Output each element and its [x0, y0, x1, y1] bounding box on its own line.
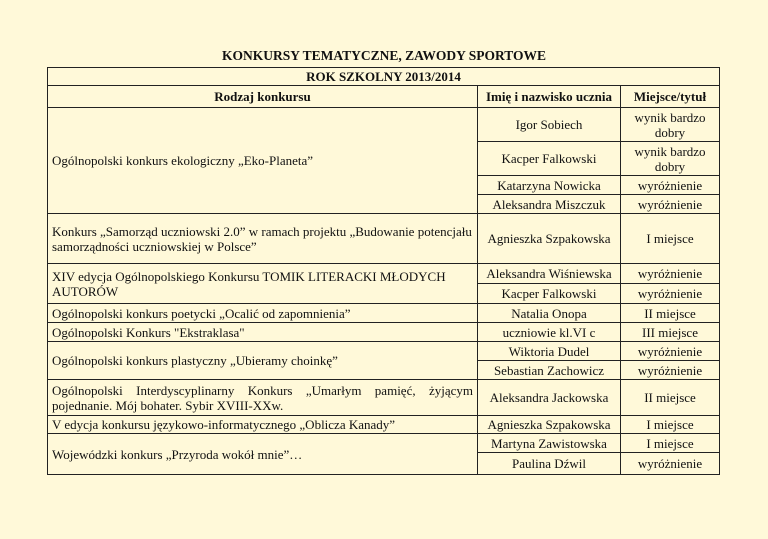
- table-row: [48, 380, 720, 416]
- place-title: wynik bardzo dobry: [621, 142, 720, 176]
- place-title: II miejsce: [621, 380, 720, 416]
- contest-name: Konkurs „Samorząd uczniowski 2.0” w ramach projektu „Budowanie potencjału samorządności uczniowskiej w Polsce”: [48, 214, 478, 264]
- place-title: wyróżnienie: [621, 264, 720, 284]
- table-row: [48, 323, 720, 342]
- header-row: [48, 86, 720, 108]
- student-name: Kacper Falkowski: [478, 284, 621, 304]
- place-title: wyróżnienie: [621, 361, 720, 380]
- place-title: I miejsce: [621, 214, 720, 264]
- year-row: [48, 68, 720, 86]
- contest-name: Ogólnopolski konkurs plastyczny „Ubieramy choinkę”: [48, 342, 478, 380]
- table-row: [48, 108, 720, 142]
- table-row: [48, 214, 720, 264]
- table-row: [48, 434, 720, 453]
- table-row: [48, 342, 720, 361]
- place-title: wyróżnienie: [621, 195, 720, 214]
- contest-name: XIV edycja Ogólnopolskiego Konkursu TOMIK LITERACKI MŁODYCH AUTORÓW: [48, 264, 478, 304]
- student-name: Agnieszka Szpakowska: [478, 416, 621, 434]
- student-name: Aleksandra Wiśniewska: [478, 264, 621, 284]
- student-name: Kacper Falkowski: [478, 142, 621, 176]
- place-title: wyróżnienie: [621, 176, 720, 195]
- student-name: Martyna Zawistowska: [478, 434, 621, 453]
- student-name: Paulina Dźwil: [478, 453, 621, 475]
- place-title: wyróżnienie: [621, 342, 720, 361]
- header-contest: Rodzaj konkursu: [48, 86, 478, 108]
- student-name: Igor Sobiech: [478, 108, 621, 142]
- header-student: Imię i nazwisko ucznia: [478, 86, 621, 108]
- student-name: Natalia Onopa: [478, 304, 621, 323]
- place-title: wyróżnienie: [621, 453, 720, 475]
- student-name: Agnieszka Szpakowska: [478, 214, 621, 264]
- contest-name: Wojewódzki konkurs „Przyroda wokół mnie”…: [48, 434, 478, 475]
- place-title: I miejsce: [621, 416, 720, 434]
- contest-name: Ogólnopolski konkurs poetycki „Ocalić od zapomnienia”: [48, 304, 478, 323]
- contest-name: V edycja konkursu językowo-informatycznego „Oblicza Kanady”: [48, 416, 478, 434]
- place-title: III miejsce: [621, 323, 720, 342]
- student-name: Wiktoria Dudel: [478, 342, 621, 361]
- student-name: Aleksandra Jackowska: [478, 380, 621, 416]
- contest-table: [47, 67, 720, 475]
- place-title: wyróżnienie: [621, 284, 720, 304]
- student-name: Aleksandra Miszczuk: [478, 195, 621, 214]
- contest-name: Ogólnopolski Interdyscyplinarny Konkurs „Umarłym pamięć, żyjącym pojednanie. Mój bohater. Sybir XVIII-XXw.: [48, 380, 478, 416]
- table-row: [48, 304, 720, 323]
- student-name: uczniowie kl.VI c: [478, 323, 621, 342]
- contest-name: Ogólnopolski Konkurs "Ekstraklasa": [48, 323, 478, 342]
- school-year: ROK SZKOLNY 2013/2014: [48, 68, 720, 86]
- header-place: Miejsce/tytuł: [621, 86, 720, 108]
- document-title: KONKURSY TEMATYCZNE, ZAWODY SPORTOWE: [221, 48, 547, 63]
- place-title: I miejsce: [621, 434, 720, 453]
- place-title: II miejsce: [621, 304, 720, 323]
- contest-name: Ogólnopolski konkurs ekologiczny „Eko-Planeta”: [48, 108, 478, 214]
- student-name: Sebastian Zachowicz: [478, 361, 621, 380]
- table-row: [48, 264, 720, 284]
- table-row: [48, 416, 720, 434]
- place-title: wynik bardzo dobry: [621, 108, 720, 142]
- student-name: Katarzyna Nowicka: [478, 176, 621, 195]
